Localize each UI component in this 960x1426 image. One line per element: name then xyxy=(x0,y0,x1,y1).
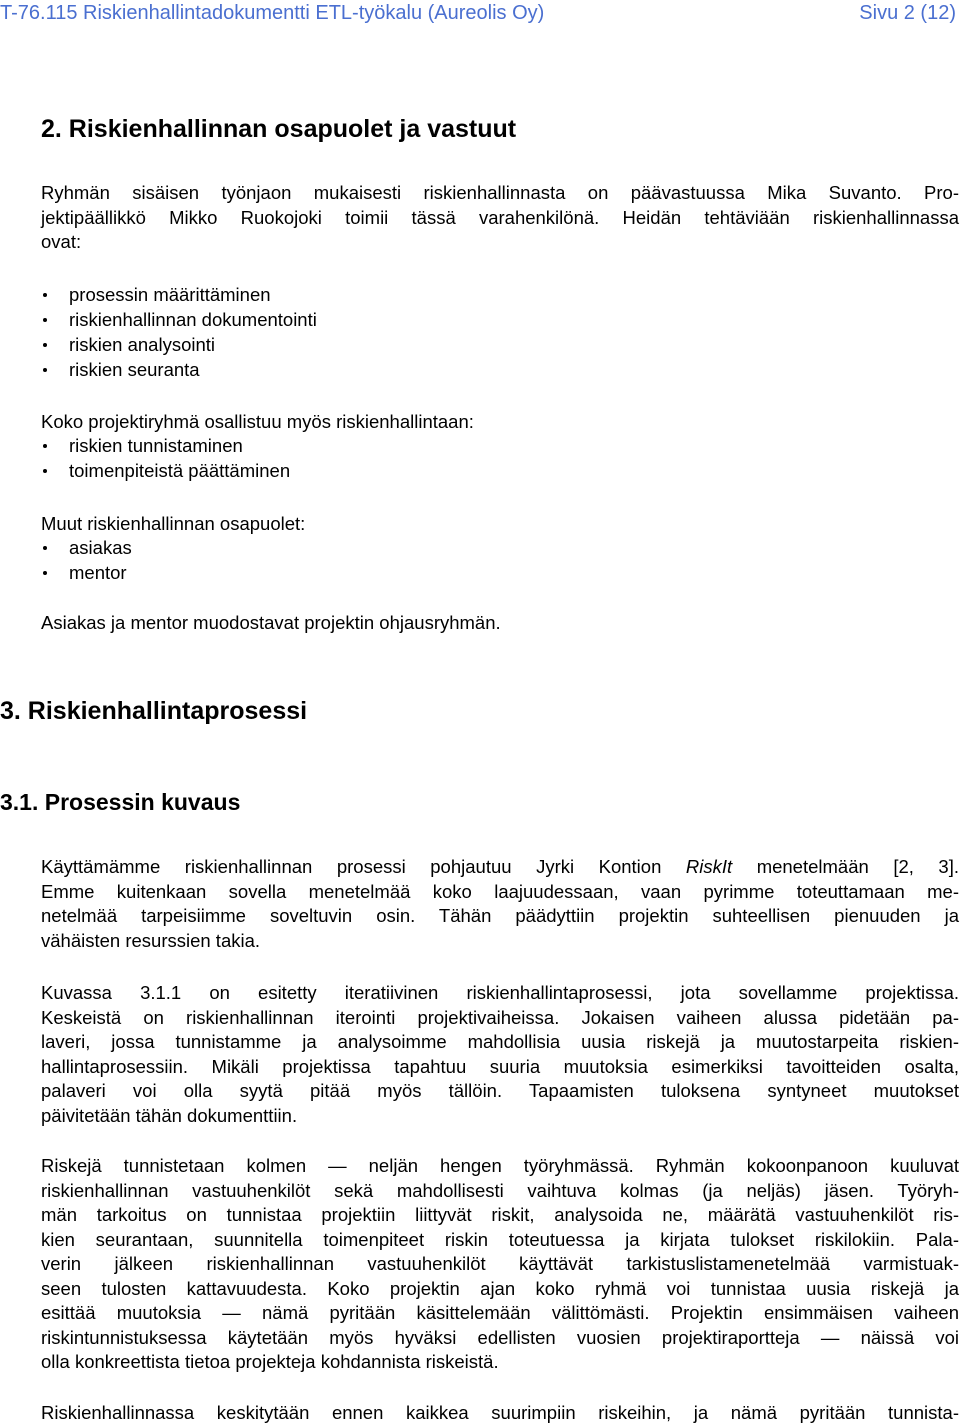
team-intro: Koko projektiryhmä osallistuu myös riskienhallintaan: xyxy=(41,411,474,432)
paragraph-line: hallintaprosessiin. Mikäli projektissa tapahtuu suuria muutoksia esimerkiksi tavoitteiden osalta, xyxy=(41,1055,959,1077)
list-item: riskienhallinnan dokumentointi xyxy=(41,307,317,332)
paragraph-2 xyxy=(41,981,959,1128)
paragraph-line: verin jälkeen riskienhallinnan vastuuhenkilöt käyttävät tarkistuslistamenetelmää varmistuak- xyxy=(41,1253,959,1274)
paragraph-line: män tarkoitus on tunnistaa projektiin liittyvät riskit, analysoida ne, määrätä vastuuhenkilöt ris- xyxy=(41,1204,959,1225)
paragraph-line: netelmää tarpeisiimme soveltuvin osin. Tähän päädyttiin projektin suhteellisen pienuuden ja xyxy=(41,905,959,926)
bullet-icon xyxy=(43,444,47,448)
bullet-icon xyxy=(43,571,47,575)
paragraph-line: Käyttämämme riskienhallinnan prosessi pohjautuu Jyrki Kontion RiskIt menetelmään [2, 3]. xyxy=(41,856,959,877)
paragraph-line: palaveri voi olla syytä pitää myös tällöin. Tapaamisten tuloksena syntyneet muutokset xyxy=(41,1080,959,1101)
bullet-icon xyxy=(43,546,47,550)
bullet-icon xyxy=(43,343,47,347)
document-title: T-76.115 Riskienhallintadokumentti ETL-työkalu (Aureolis Oy) xyxy=(0,2,545,24)
paragraph-line: Riskejä tunnistetaan kolmen — neljän hengen työryhmässä. Ryhmän kokoonpanoon kuuluvat xyxy=(41,1155,959,1176)
section-2-intro xyxy=(41,181,959,255)
list-item: riskien analysointi xyxy=(41,332,317,357)
paragraph-line: vähäisten resurssien takia. xyxy=(41,929,261,951)
paragraph-line: päivitetään tähän dokumenttiin. xyxy=(41,1104,298,1126)
list-item: asiakas xyxy=(41,535,132,560)
paragraph-line: riskintunnistuksessa käytetään myös hyväksi edellisten vuosien projektiraportteja — näissä voi xyxy=(41,1326,959,1348)
paragraph-line: kien seurantaan, suunnitella toimenpiteet riskin toteutuessa ja kirjata tulokset riskilokiin. Pala- xyxy=(41,1228,959,1250)
paragraph-line: Riskienhallinnassa keskitytään ennen kaikkea suurimpiin riskeihin, ja nämä pyritään tunnista- xyxy=(41,1402,959,1423)
list-item: toimenpiteistä päättäminen xyxy=(41,458,290,483)
paragraph-line: Kuvassa 3.1.1 on esitetty iteratiivinen riskienhallintaprosessi, jota sovellamme projektissa. xyxy=(41,982,959,1003)
others-list xyxy=(41,535,132,585)
intro-line: ovat: xyxy=(41,231,82,252)
list-item: riskien seuranta xyxy=(41,357,317,382)
list-item: riskien tunnistaminen xyxy=(41,433,290,458)
paragraph-line: laveri, jossa tunnistamme ja analysoimme mahdollisia uusia riskejä ja muutostarpeita riskien- xyxy=(41,1031,959,1052)
section-3-heading: 3. Riskienhallintaprosessi xyxy=(0,697,308,725)
paragraph-3 xyxy=(41,1154,959,1375)
team-duties-list xyxy=(41,433,290,483)
paragraph-line: riskienhallinnan vastuuhenkilöt sekä mahdollisesti vaihtuva kolmas (ja neljäs) jäsen. Työryh- xyxy=(41,1179,959,1201)
bullet-icon xyxy=(43,368,47,372)
paragraph-line: Emme kuitenkaan sovella menetelmää koko laajuudessaan, vaan pyrimme toteuttamaan me- xyxy=(41,880,959,902)
bullet-icon xyxy=(43,469,47,473)
riskit-method-name: RiskIt xyxy=(685,856,733,877)
paragraph-1 xyxy=(41,855,959,953)
list-item: mentor xyxy=(41,560,132,585)
paragraph-line: Keskeistä on riskienhallinnan iterointi projektivaiheissa. Jokaisen vaiheen alussa pidetään pa- xyxy=(41,1006,959,1028)
page-header xyxy=(0,0,960,28)
bullet-icon xyxy=(43,318,47,322)
paragraph-line: seen tulosten kattavuudesta. Koko projektin ajan koko ryhmä voi tunnistaa uusia riskejä ja xyxy=(41,1277,959,1299)
others-intro: Muut riskienhallinnan osapuolet: xyxy=(41,513,306,534)
intro-line: jektipäällikkö Mikko Ruokojoki toimii tässä varahenkilönä. Heidän tehtäviään riskienhallinnassa xyxy=(41,206,959,228)
bullet-icon xyxy=(43,293,47,297)
section-2-closing: Asiakas ja mentor muodostavat projektin ohjausryhmän. xyxy=(41,612,501,633)
paragraph-line: esittää muutoksia — nämä pyritään käsittelemään välittömästi. Projektin ensimmäisen vaiheen xyxy=(41,1302,959,1323)
list-item: prosessin määrittäminen xyxy=(41,282,317,307)
intro-line: Ryhmän sisäisen työnjaon mukaisesti riskienhallinnasta on päävastuussa Mika Suvanto. Pro- xyxy=(41,182,959,203)
paragraph-line: olla konkreettista tietoa projekteja kohdannista riskeistä. xyxy=(41,1351,499,1372)
section-2-heading: 2. Riskienhallinnan osapuolet ja vastuut xyxy=(41,115,517,143)
page-number: Sivu 2 (12) xyxy=(859,2,956,24)
paragraph-4 xyxy=(41,1401,959,1426)
section-3-1-heading: 3.1. Prosessin kuvaus xyxy=(0,789,241,815)
duties-list xyxy=(41,282,317,382)
